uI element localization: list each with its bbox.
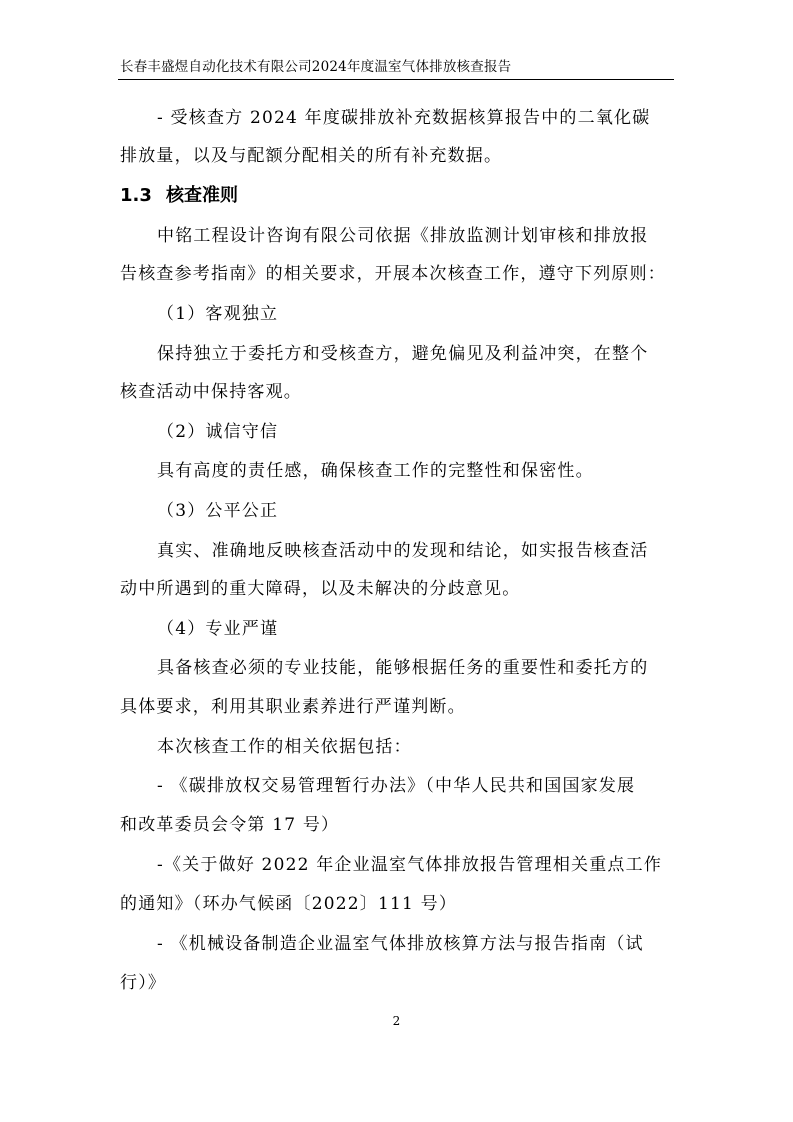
- basis-item-2-cont: 的通知》（环办气候函〔2022〕111 号）: [120, 894, 458, 914]
- page-number: 2: [392, 1014, 401, 1028]
- basis-item-1-cont: 和改革委员会令第 17 号）: [120, 815, 340, 835]
- paragraph-line: 真实、准确地反映核查活动中的发现和结论，如实报告核查活: [157, 541, 649, 561]
- paragraph-line: 具体要求，利用其职业素养进行严谨判断。: [120, 697, 466, 717]
- principle-heading-1: （1）客观独立: [157, 304, 279, 324]
- intro-line-1: - 受核查方 2024 年度碳排放补充数据核算报告中的二氧化碳: [157, 108, 651, 128]
- paragraph-line: 动中所遇到的重大障碍，以及未解决的分歧意见。: [120, 579, 521, 599]
- running-header: 长春丰盛煜自动化技术有限公司2024年度温室气体排放核查报告: [120, 59, 512, 75]
- section-number: 1.3: [120, 185, 152, 206]
- paragraph-line: 核查活动中保持客观。: [120, 382, 302, 402]
- basis-item-3-cont: 行）》: [120, 973, 167, 993]
- section-title: 核查准则: [166, 185, 238, 206]
- principle-heading-2: （2）诚信守信: [157, 422, 279, 442]
- intro-line-2: 排放量，以及与配额分配相关的所有补充数据。: [120, 146, 503, 166]
- paragraph-line: 保持独立于委托方和受核查方，避免偏见及利益冲突，在整个: [157, 344, 649, 364]
- basis-intro: 本次核查工作的相关依据包括：: [157, 737, 412, 757]
- paragraph-line: 告核查参考指南》的相关要求，开展本次核查工作，遵守下列原则：: [120, 264, 666, 284]
- header-divider: [118, 79, 674, 80]
- basis-item-3: - 《机械设备制造企业温室气体排放核算方法与报告指南（试: [157, 934, 644, 954]
- paragraph-line: 具有高度的责任感，确保核查工作的完整性和保密性。: [157, 461, 594, 481]
- principle-heading-3: （3）公平公正: [157, 501, 279, 521]
- paragraph-line: 中铭工程设计咨询有限公司依据《排放监测计划审核和排放报: [157, 226, 649, 246]
- paragraph-line: 具备核查必须的专业技能，能够根据任务的重要性和委托方的: [157, 658, 649, 678]
- principle-heading-4: （4）专业严谨: [157, 619, 279, 639]
- section-heading: [120, 183, 238, 209]
- basis-item-2: -《关于做好 2022 年企业温室气体排放报告管理相关重点工作: [157, 855, 663, 875]
- basis-item-1: - 《碳排放权交易管理暂行办法》（中华人民共和国国家发展: [157, 776, 636, 796]
